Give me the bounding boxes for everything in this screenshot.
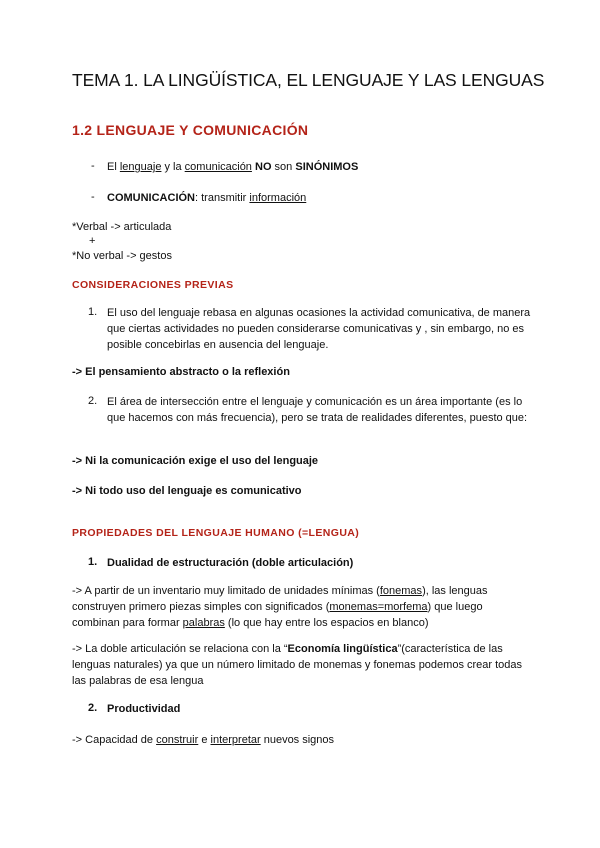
bullet-dash: - [91,160,95,172]
plus-sign: + [89,235,96,247]
list-number: 2. [88,395,98,407]
verbal-line: *Verbal -> articulada [72,221,172,233]
arrow-pensamiento: -> El pensamiento abstracto o la reflexión [72,366,290,378]
bullet-comunicacion: COMUNICACIÓN: transmitir información [107,192,307,204]
noverbal-line: *No verbal -> gestos [72,250,172,262]
list-number: 2. [88,702,98,714]
property-1-economia: -> La doble articulación se relaciona con la “Economía lingüística”(característica de las lenguas naturales) ya que un número limitado de monemas y fonemas podemos crear todas las palabras de esa lengua [72,643,523,687]
list-number: 1. [88,306,98,318]
propiedades-heading: PROPIEDADES DEL LENGUAJE HUMANO (=LENGUA) [72,527,360,539]
property-1-description: -> A partir de un inventario muy limitado de unidades mínimas (fonemas), las lenguas construyen primero piezas simples con significados (monemas=morfema) que luego combinan para formar palabras (lo que hay entre los espacios en blanco) [72,585,488,629]
page-title: TEMA 1. LA LINGÜÍSTICA, EL LENGUAJE Y LAS LENGUAS [72,70,545,90]
bullet-lenguaje-comunicacion: El lenguaje y la comunicación NO son SINÓNIMOS [107,161,359,173]
list-number: 1. [88,556,98,568]
bullet-dash: - [91,191,95,203]
consideraciones-heading: CONSIDERACIONES PREVIAS [72,279,234,291]
section-heading: 1.2 LENGUAJE Y COMUNICACIÓN [72,122,309,138]
arrow-uso-lenguaje: -> Ni todo uso del lenguaje es comunicativo [72,485,302,497]
property-2-title: Productividad [107,703,181,715]
property-2-description: -> Capacidad de construir e interpretar nuevos signos [72,734,335,746]
consideracion-1: El uso del lenguaje rebasa en algunas ocasiones la actividad comunicativa, de manera que ciertas actividades no pueden considerarse comunicativas y , sin embargo, no es posible concebirlas en ausencia del lenguaje. [107,307,531,351]
consideracion-2: El área de intersección entre el lenguaje y comunicación es un área importante (es lo que hacemos con más frecuencia), pero se trata de realidades diferentes, puesto que: [107,396,528,424]
property-1-title: Dualidad de estructuración (doble articulación) [107,557,354,569]
arrow-comunicacion: -> Ni la comunicación exige el uso del lenguaje [72,455,319,467]
